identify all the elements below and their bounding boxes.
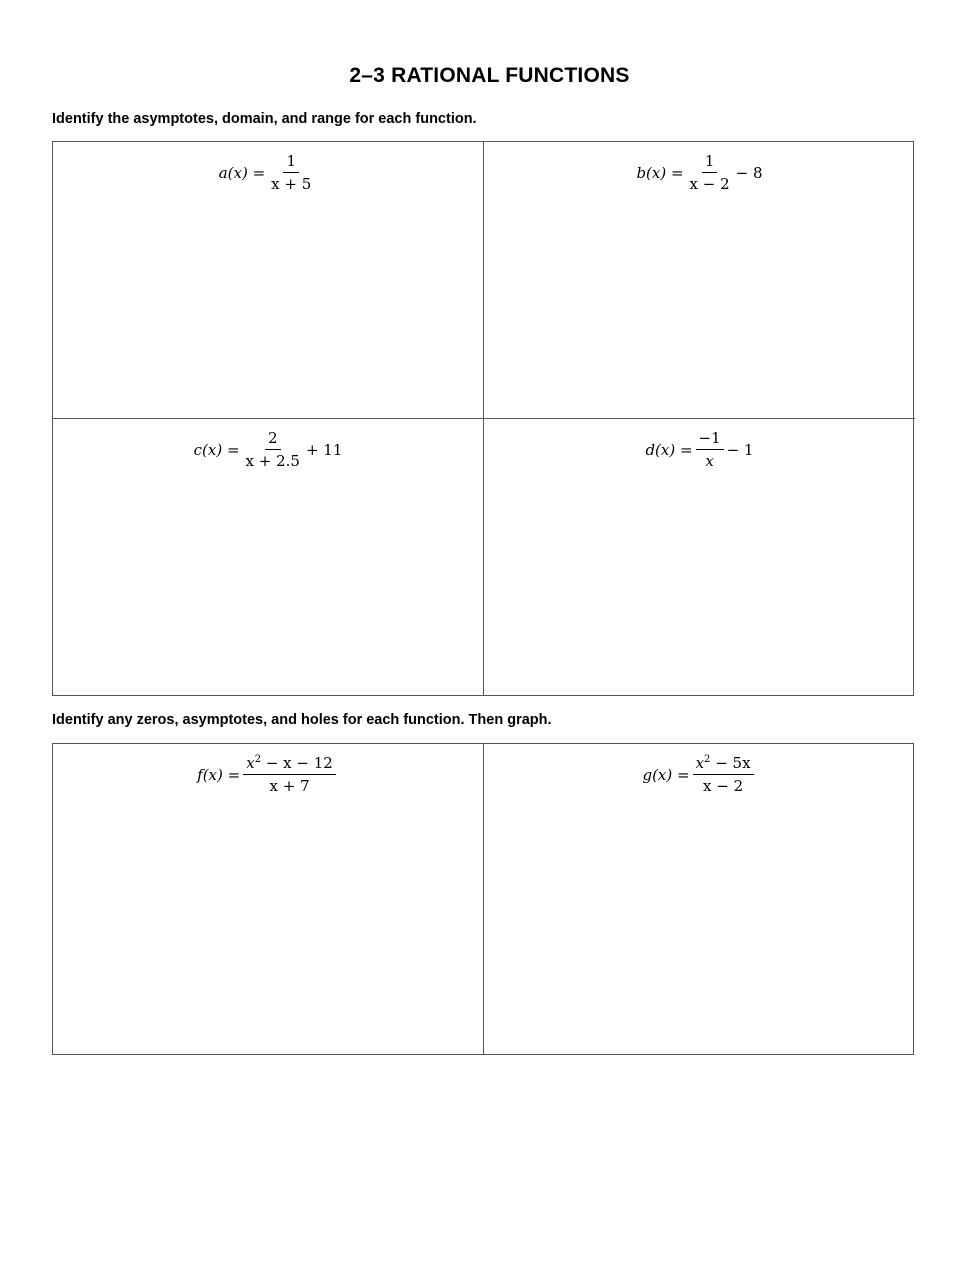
function-lhs: b(x) = xyxy=(636,163,684,182)
numerator: 1 xyxy=(283,152,299,173)
problem-b-box[interactable] xyxy=(484,142,915,419)
function-lhs: g(x) = xyxy=(642,765,690,784)
denominator: x − 2 xyxy=(689,175,730,193)
function-lhs: f(x) = xyxy=(197,765,241,784)
function-b xyxy=(484,152,915,193)
function-d xyxy=(484,429,915,470)
fraction xyxy=(243,429,303,470)
numerator: 1 xyxy=(702,152,718,173)
function-lhs: a(x) = xyxy=(218,163,266,182)
function-lhs: d(x) = xyxy=(645,440,693,459)
function-a xyxy=(53,152,483,193)
section1-instruction: Identify the asymptotes, domain, and range for each function. xyxy=(52,111,477,127)
denominator: x − 2 xyxy=(703,777,744,795)
problem-g-box[interactable] xyxy=(484,744,915,1054)
denominator: x + 2.5 xyxy=(245,452,300,470)
section2-instruction: Identify any zeros, asymptotes, and holes for each function. Then graph. xyxy=(52,712,552,728)
worksheet-title: 2–3 RATIONAL FUNCTIONS xyxy=(349,64,630,87)
numerator: 2 xyxy=(265,429,281,450)
numerator: $x^2 - 5x$ xyxy=(693,754,754,775)
denominator: x + 7 xyxy=(269,777,310,795)
problem-a-box[interactable] xyxy=(53,142,484,419)
fraction xyxy=(696,429,724,470)
problem-d-box[interactable] xyxy=(484,419,915,696)
function-tail: + 11 xyxy=(305,440,343,459)
denominator: x + 5 xyxy=(271,175,312,193)
problem-c-box[interactable] xyxy=(53,419,484,696)
function-f xyxy=(53,754,483,795)
function-c xyxy=(53,429,483,470)
denominator: x xyxy=(705,452,714,470)
fraction xyxy=(687,152,733,193)
function-g xyxy=(484,754,915,795)
problem-f-box[interactable] xyxy=(53,744,484,1054)
section1-problem-grid xyxy=(52,141,914,696)
section2-problem-grid xyxy=(52,743,914,1055)
fraction xyxy=(693,754,754,795)
numerator: −1 xyxy=(696,429,724,450)
numerator: $x^2 - x - 12$ xyxy=(243,754,336,775)
function-tail: − 8 xyxy=(735,163,763,182)
function-tail: − 1 xyxy=(726,440,754,459)
function-lhs: c(x) = xyxy=(193,440,240,459)
fraction xyxy=(268,152,314,193)
fraction xyxy=(243,754,336,795)
